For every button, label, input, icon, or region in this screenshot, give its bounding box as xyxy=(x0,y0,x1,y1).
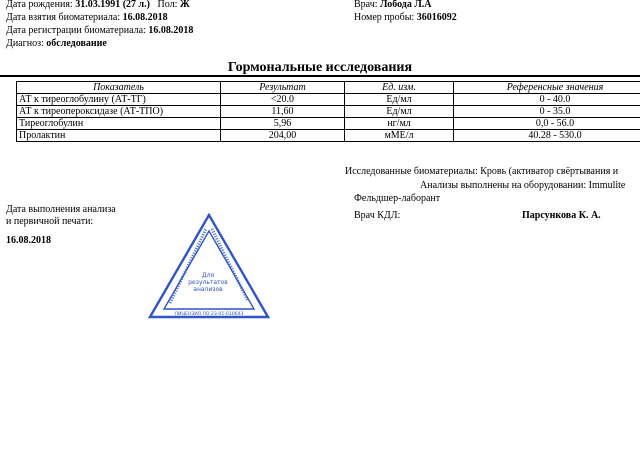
table-row xyxy=(17,94,640,106)
table-row xyxy=(17,106,640,118)
sample-number-value: 36016092 xyxy=(416,12,457,23)
cell-result: 5,96 xyxy=(221,118,345,130)
stamp-license: ЛИЦЕНЗИЯ ЛО 23-01-010643 xyxy=(174,312,244,317)
paramedic-label: Фельдшер-лаборант xyxy=(354,193,441,204)
cell-result: <20.0 xyxy=(221,94,345,106)
birth-date-line xyxy=(6,0,190,11)
cell-unit: нг/мл xyxy=(345,118,454,130)
equipment-note: Анализы выполнены на оборудовании: Immulite xyxy=(420,180,626,191)
biomaterial-note: Исследованные биоматериалы: Кровь (активатор свёртывания и xyxy=(345,166,619,177)
cell-unit: Ед/мл xyxy=(345,94,454,106)
completion-label-line2: и первичной печати: xyxy=(6,216,94,227)
kdl-doctor-label: Врач КДЛ: xyxy=(354,210,401,221)
cell-result: 11,60 xyxy=(221,106,345,118)
doctor-value: Лобода Л.А xyxy=(380,0,432,10)
column-header-result: Результат xyxy=(221,82,345,94)
cell-reference: 0 - 40.0 xyxy=(454,94,640,106)
registration-label: Дата регистрации биоматериала: xyxy=(6,25,146,36)
diagnosis-label: Диагноз: xyxy=(6,38,44,49)
stamp-center-line3: анализов xyxy=(193,286,223,293)
doctor-label: Врач: xyxy=(354,0,378,10)
cell-result: 204,00 xyxy=(221,130,345,142)
registration-line xyxy=(6,25,193,37)
cell-indicator: АТ к тиреоглобулину (АТ-ТГ) xyxy=(17,94,221,106)
cell-unit: Ед/мл xyxy=(345,106,454,118)
sample-number-line xyxy=(354,12,457,24)
completion-label-line1: Дата выполнения анализа xyxy=(6,204,116,215)
cell-unit: мМЕ/л xyxy=(345,130,454,142)
table-header-row xyxy=(17,82,640,94)
cell-indicator: Пролактин xyxy=(17,130,221,142)
sample-number-label: Номер пробы: xyxy=(354,12,415,23)
birth-date-value: 31.03.1991 (27 л.) xyxy=(75,0,150,10)
birth-date-label: Дата рождения: xyxy=(6,0,73,10)
stamp-center-line1: Для xyxy=(201,272,215,279)
column-header-indicator: Показатель xyxy=(17,82,221,94)
stamp-center-line2: результатов xyxy=(188,279,228,286)
sample-taken-line xyxy=(6,12,168,24)
table-row xyxy=(17,118,640,130)
column-header-reference: Референсные значения xyxy=(454,82,640,94)
cell-reference: 0,0 - 56.0 xyxy=(454,118,640,130)
results-table xyxy=(16,81,640,142)
title-divider xyxy=(0,75,640,77)
cell-indicator: Тиреоглобулин xyxy=(17,118,221,130)
column-header-unit: Ед. изм. xyxy=(345,82,454,94)
sample-taken-value: 16.08.2018 xyxy=(122,12,168,23)
diagnosis-value: обследование xyxy=(46,38,107,49)
document-title: Гормональные исследования xyxy=(227,60,413,75)
cell-reference: 0 - 35.0 xyxy=(454,106,640,118)
diagnosis-line xyxy=(6,38,107,50)
sex-value: Ж xyxy=(179,0,190,10)
table-row xyxy=(17,130,640,142)
cell-indicator: АТ к тиреопероксидазе (АТ-ТПО) xyxy=(17,106,221,118)
registration-value: 16.08.2018 xyxy=(148,25,194,36)
lab-stamp xyxy=(148,213,270,319)
doctor-line xyxy=(354,0,432,11)
sex-label: Пол: xyxy=(157,0,178,10)
kdl-doctor-name: Парсункова К. А. xyxy=(522,210,601,221)
cell-reference: 40.28 - 530.0 xyxy=(454,130,640,142)
sample-taken-label: Дата взятия биоматериала: xyxy=(6,12,121,23)
completion-date: 16.08.2018 xyxy=(6,235,51,246)
